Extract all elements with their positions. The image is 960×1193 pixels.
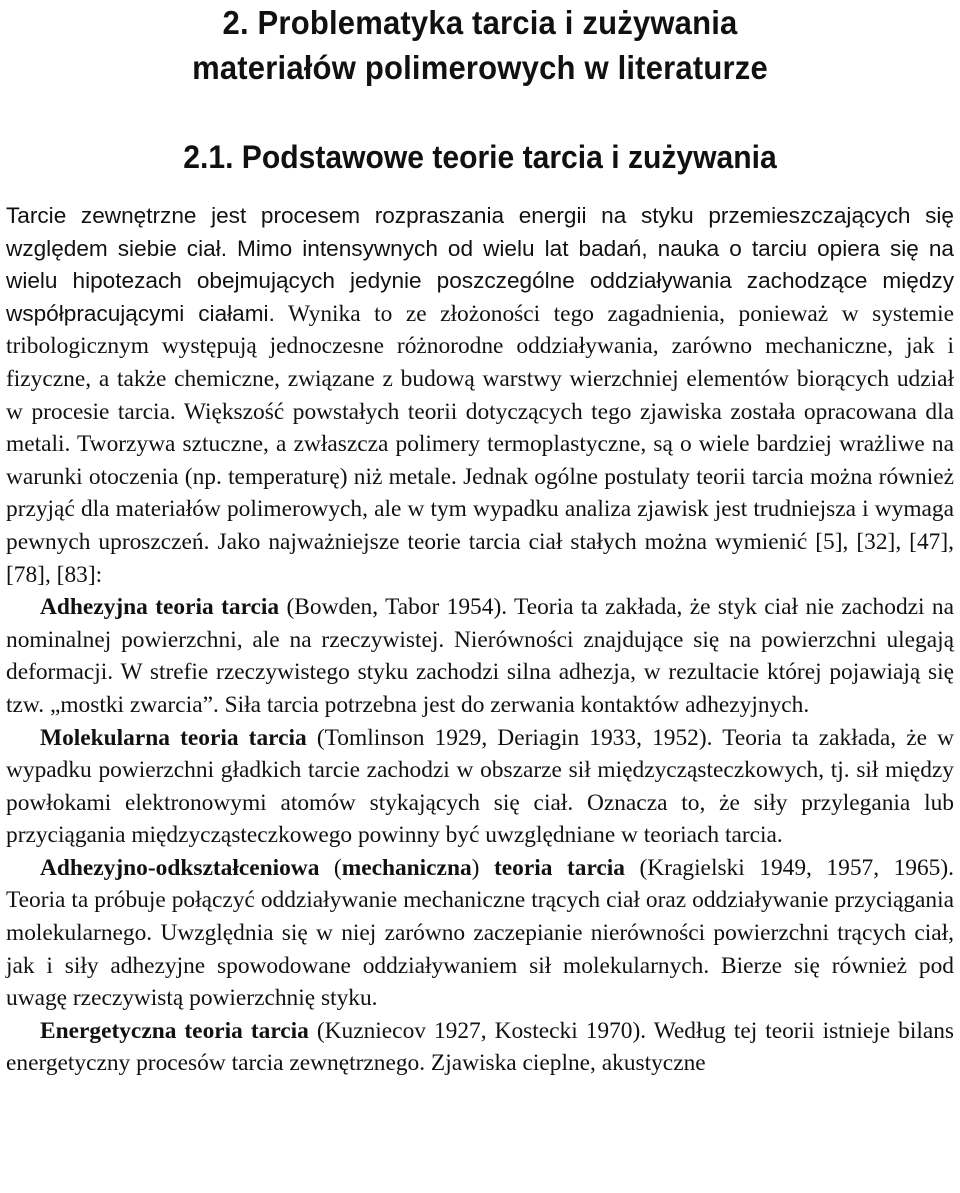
molecular-paragraph (6, 722, 954, 852)
molecular-heading: Molekularna teoria tarcia (40, 724, 307, 751)
adhesion-text: (Bowden, Tabor 1954). Teoria ta zakłada, że styk ciał nie zachodzi na nominalnej powierzchni, ale na rzeczywistej. Nierówności znajdujące się na powierzchni ulegają deformacji. W strefie rzeczywistego styku zachodzi silna adhezja, w rezultacie której pojawiają się tzw. „mostki zwarcia”. Siła tarcia potrzebna jest do zerwania kontaktów adhezyjnych. (6, 594, 954, 718)
adhesion-paragraph (6, 591, 954, 721)
energy-text: (Kuzniecov 1927, Kostecki 1970). Według tej teorii istnieje bilans energetyczny procesów tarcia zewnętrznego. Zjawiska cieplne, akustyczne (6, 1017, 954, 1077)
document-body (6, 200, 954, 1080)
mechanical-paragraph (6, 852, 954, 1015)
mechanical-text: (Kragielski 1949, 1957, 1965). Teoria ta próbuje połączyć oddziaływanie mechaniczne trących ciał oraz oddziaływanie przyciągania molekularnego. Uwzględnia się w niej zarówno zaczepianie nierówności powierzchni trących ciał, jak i siły adhezyjne spowodowane oddziaływaniem sił molekularnych. Bierze się również pod uwagę rzeczywistą powierzchnię styku. (6, 854, 955, 1012)
mechanical-heading-part1: Adhezyjno-odkształceniowa (40, 854, 320, 881)
chapter-title (34, 0, 925, 90)
chapter-title-line1: 2. Problematyka tarcia i zużywania (222, 4, 738, 41)
intro-serif-text: Wynika to ze złożoności tego zagadnienia, ponieważ w systemie tribologicznym występują jednoczesne różnorodne oddziaływania, zarówno mechaniczne, jak i fizyczne, a także chemiczne, związane z budową warstwy wierzchniej elementów biorących udział w procesie tarcia. Większość powstałych teorii dotyczących tego zjawiska została opracowana dla metali. Tworzywa sztuczne, a zwłaszcza polimery termoplastyczne, są o wiele bardziej wrażliwe na warunki otoczenia (np. temperaturę) niż metale. Jednak ogólne postulaty teorii tarcia można również przyjąć dla materiałów polimerowych, ale w tym wypadku analiza zjawisk jest trudniejsza i wymaga pewnych uproszczeń. Jako najważniejsze teorie tarcia ciał stałych można wymienić [5], [32], [47], [78], [83]: (6, 300, 954, 588)
adhesion-heading: Adhezyjna teoria tarcia (40, 594, 280, 621)
mechanical-heading-part2: mechaniczna (341, 854, 472, 881)
intro-sans-text: Tarcie zewnętrzne jest procesem rozpraszania energii na styku przemieszczających się względem siebie ciał. Mimo intensywnych od wielu lat badań, nauka o tarciu opiera się na wielu hipotezach obejmujących jedynie poszczególne oddziaływania zachodzące między współpracującymi ciałami. (6, 203, 954, 326)
mechanical-heading-part3: teoria tarcia (493, 854, 625, 881)
document-page (6, 0, 954, 1080)
molecular-text: (Tomlinson 1929, Deriagin 1933, 1952). Teoria ta zakłada, że w wypadku powierzchni gładkich tarcie zachodzi w obszarze sił międzycząsteczkowych, tj. sił między powłokami elektronowymi atomów stykających się ciał. Oznacza to, że siły przylegania lub przyciągania międzycząsteczkowego powinny być uwzględniane w teoriach tarcia. (6, 724, 954, 849)
mechanical-paren-open: ( (319, 854, 342, 881)
intro-paragraph (6, 200, 954, 591)
energy-paragraph (6, 1015, 954, 1080)
section-title: 2.1. Podstawowe teorie tarcia i zużywania (183, 139, 777, 175)
energy-heading: Energetyczna teoria tarcia (40, 1017, 309, 1044)
chapter-title-line2: materiałów polimerowych w literaturze (192, 49, 768, 86)
mechanical-paren-close: ) (471, 854, 494, 881)
